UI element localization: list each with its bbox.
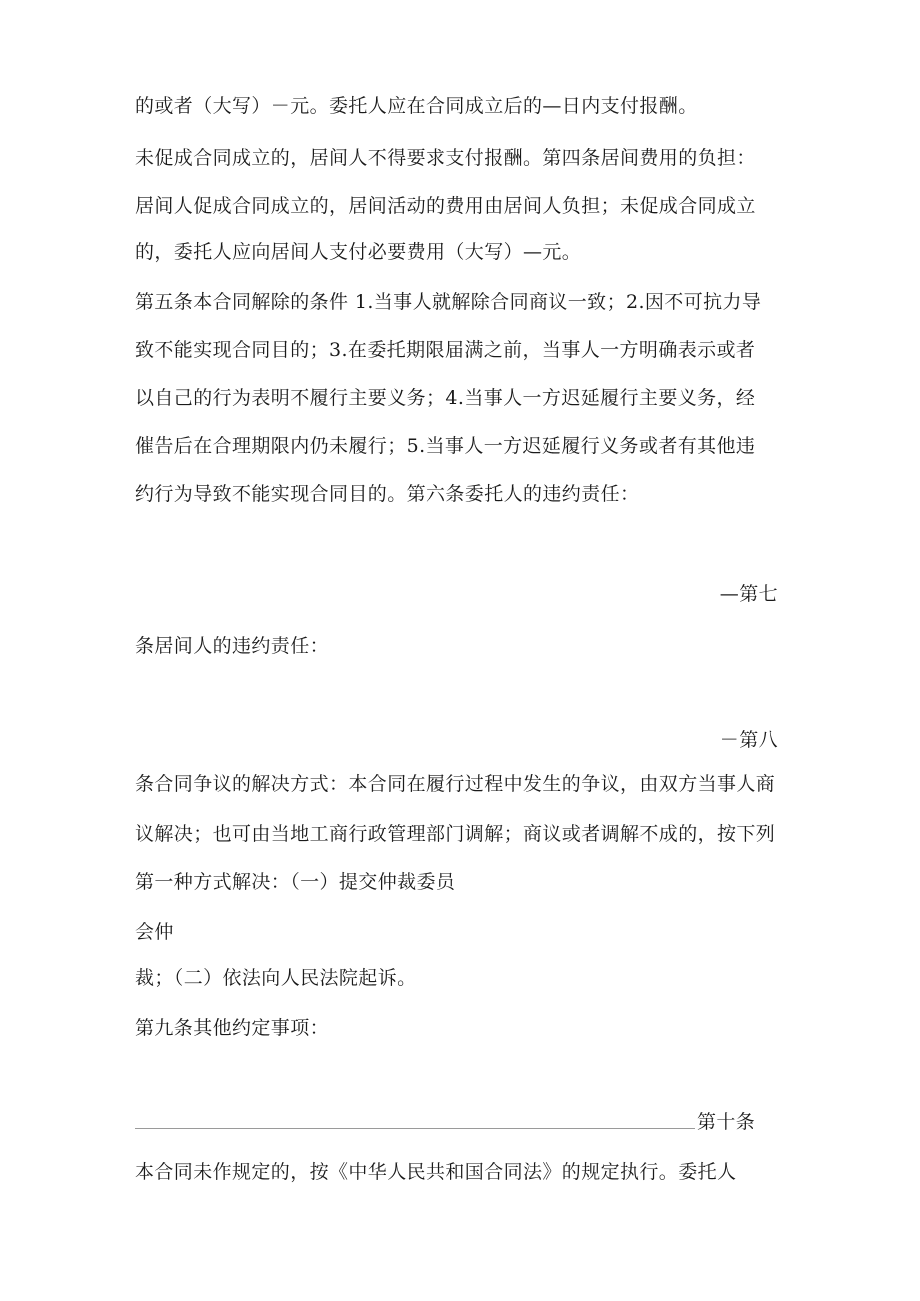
- text-line-8: 催告后在合理期限内仍未履行；5.当事人一方迟延履行义务或者有其他违: [135, 435, 756, 457]
- underline-blank: [135, 1128, 695, 1129]
- text-line-6: 致不能实现合同目的；3.在委托期限届满之前，当事人一方明确表示或者: [135, 339, 756, 361]
- text-line-7: 以自己的行为表明不履行主要义务；4.当事人一方迟延履行主要义务，经: [135, 387, 756, 409]
- text-line-13: 条合同争议的解决方式：本合同在履行过程中发生的争议，由双方当事人商: [135, 773, 776, 795]
- text-line-18: 第九条其他约定事项：: [135, 1017, 330, 1039]
- text-line-19: 第十条: [697, 1111, 756, 1133]
- text-line-10-right: —第七: [719, 583, 778, 605]
- text-line-14: 议解决；也可由当地工商行政管理部门调解；商议或者调解不成的，按下列: [135, 823, 776, 845]
- text-line-11: 条居间人的违约责任：: [135, 635, 330, 657]
- text-line-20: 本合同未作规定的，按《中华人民共和国合同法》的规定执行。委托人: [135, 1161, 737, 1183]
- text-line-2: 未促成合同成立的，居间人不得要求支付报酬。第四条居间费用的负担：: [135, 147, 756, 169]
- text-line-1: 的或者（大写）－元。委托人应在合同成立后的—日内支付报酬。: [135, 95, 698, 117]
- text-line-17: 裁；（二）依法向人民法院起诉。: [135, 967, 417, 989]
- text-line-5: 第五条本合同解除的条件 1.当事人就解除合同商议一致；2.因不可抗力导: [135, 291, 762, 313]
- text-line-16: 会仲: [135, 921, 174, 943]
- text-line-12-right: －第八: [719, 729, 778, 751]
- text-line-4: 的，委托人应向居间人支付必要费用（大写）—元。: [135, 241, 582, 263]
- text-line-15: 第一种方式解决：（一）提交仲裁委员: [135, 871, 456, 893]
- text-line-3: 居间人促成合同成立的，居间活动的费用由居间人负担；未促成合同成立: [135, 195, 756, 217]
- text-line-9: 约行为导致不能实现合同目的。第六条委托人的违约责任：: [135, 483, 640, 505]
